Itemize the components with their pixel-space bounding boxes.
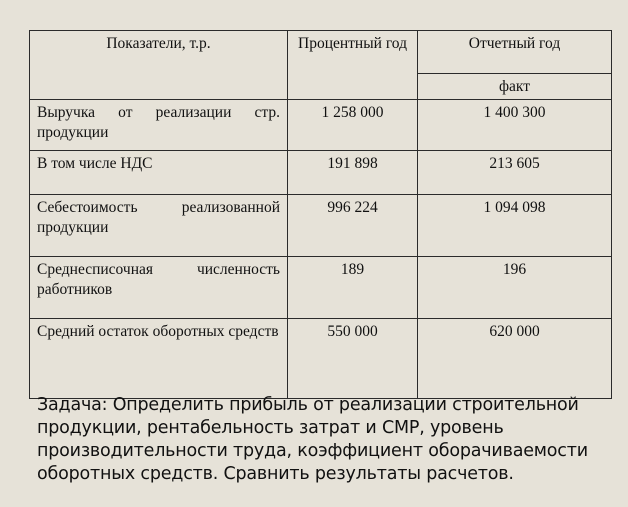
indicators-table [29,30,612,399]
task-paragraph [37,394,597,486]
task-line: Задача: Определить прибыль от реализации строительной [37,395,579,415]
header-indicators: Показатели, т.р. [30,31,288,100]
row-label: Среднесписочная численность работников [30,257,288,319]
table-row [30,100,612,151]
row-planned-value: 550 000 [288,319,418,399]
row-label: Выручка от реализации стр. продукции [30,100,288,151]
row-label: В том числе НДС [30,151,288,195]
row-planned-value: 191 898 [288,151,418,195]
header-planned-year: Процентный год [288,31,418,100]
table-row [30,195,612,257]
table-row [30,151,612,195]
row-label: Себестоимость реализованной продукции [30,195,288,257]
row-fact-value: 213 605 [418,151,612,195]
row-fact-value: 1 400 300 [418,100,612,151]
task-line: продукции, рентабельность затрат и СМР, уровень [37,418,504,438]
row-label: Средний остаток оборотных средств [30,319,288,399]
header-report-year: Отчетный год [418,31,612,74]
row-fact-value: 196 [418,257,612,319]
table-row [30,319,612,399]
row-fact-value: 620 000 [418,319,612,399]
row-planned-value: 996 224 [288,195,418,257]
table-row [30,257,612,319]
row-fact-value: 1 094 098 [418,195,612,257]
header-fact: факт [418,74,612,100]
task-line: производительности труда, коэффициент оборачиваемости [37,441,588,461]
row-planned-value: 1 258 000 [288,100,418,151]
task-line: оборотных средств. Сравнить результаты расчетов. [37,464,514,484]
row-planned-value: 189 [288,257,418,319]
table-header-row [30,31,612,74]
